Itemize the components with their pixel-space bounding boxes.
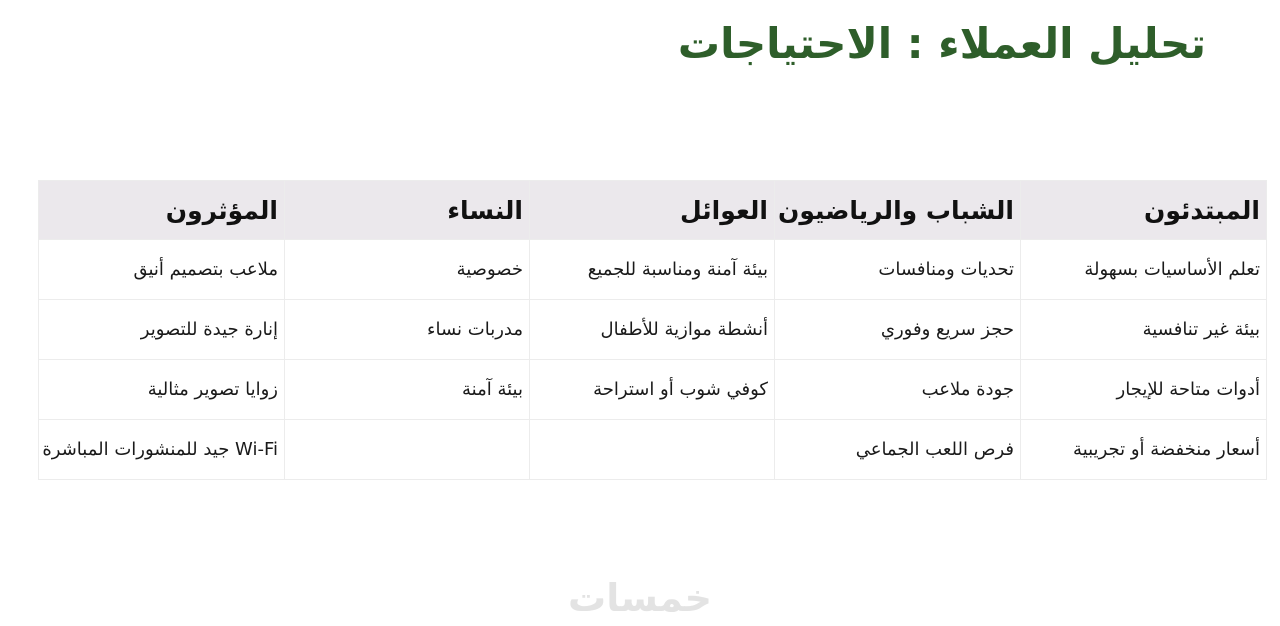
table-cell: بيئة آمنة <box>285 360 530 420</box>
table-cell: بيئة غير تنافسية <box>1021 300 1267 360</box>
khamsat-logo: خمسات <box>568 576 712 620</box>
header-youth-athletes: الشباب والرياضيون <box>775 181 1021 240</box>
table-cell: زوايا تصوير مثالية <box>39 360 285 420</box>
table-cell <box>285 420 530 480</box>
header-women: النساء <box>285 181 530 240</box>
table-row <box>39 240 1267 300</box>
table-cell: إنارة جيدة للتصوير <box>39 300 285 360</box>
table-cell <box>530 420 775 480</box>
table-row <box>39 360 1267 420</box>
table-row <box>39 420 1267 480</box>
table-cell: أدوات متاحة للإيجار <box>1021 360 1267 420</box>
table-cell: تعلم الأساسيات بسهولة <box>1021 240 1267 300</box>
needs-table <box>38 180 1267 480</box>
header-families: العوائل <box>530 181 775 240</box>
table-cell: أسعار منخفضة أو تجريبية <box>1021 420 1267 480</box>
table-cell: جودة ملاعب <box>775 360 1021 420</box>
header-influencers: المؤثرون <box>39 181 285 240</box>
table-header-row <box>39 181 1267 240</box>
table-cell: حجز سريع وفوري <box>775 300 1021 360</box>
table-cell: تحديات ومنافسات <box>775 240 1021 300</box>
table-cell: مدربات نساء <box>285 300 530 360</box>
table-cell: بيئة آمنة ومناسبة للجميع <box>530 240 775 300</box>
table-cell: خصوصية <box>285 240 530 300</box>
page-title: تحليل العملاء : الاحتياجات <box>677 19 1206 68</box>
header-beginners: المبتدئون <box>1021 181 1267 240</box>
table-cell: Wi-Fi جيد للمنشورات المباشرة <box>39 420 285 480</box>
table-cell: كوفي شوب أو استراحة <box>530 360 775 420</box>
table-cell: فرص اللعب الجماعي <box>775 420 1021 480</box>
table-cell: أنشطة موازية للأطفال <box>530 300 775 360</box>
table-row <box>39 300 1267 360</box>
table-cell: ملاعب بتصميم أنيق <box>39 240 285 300</box>
